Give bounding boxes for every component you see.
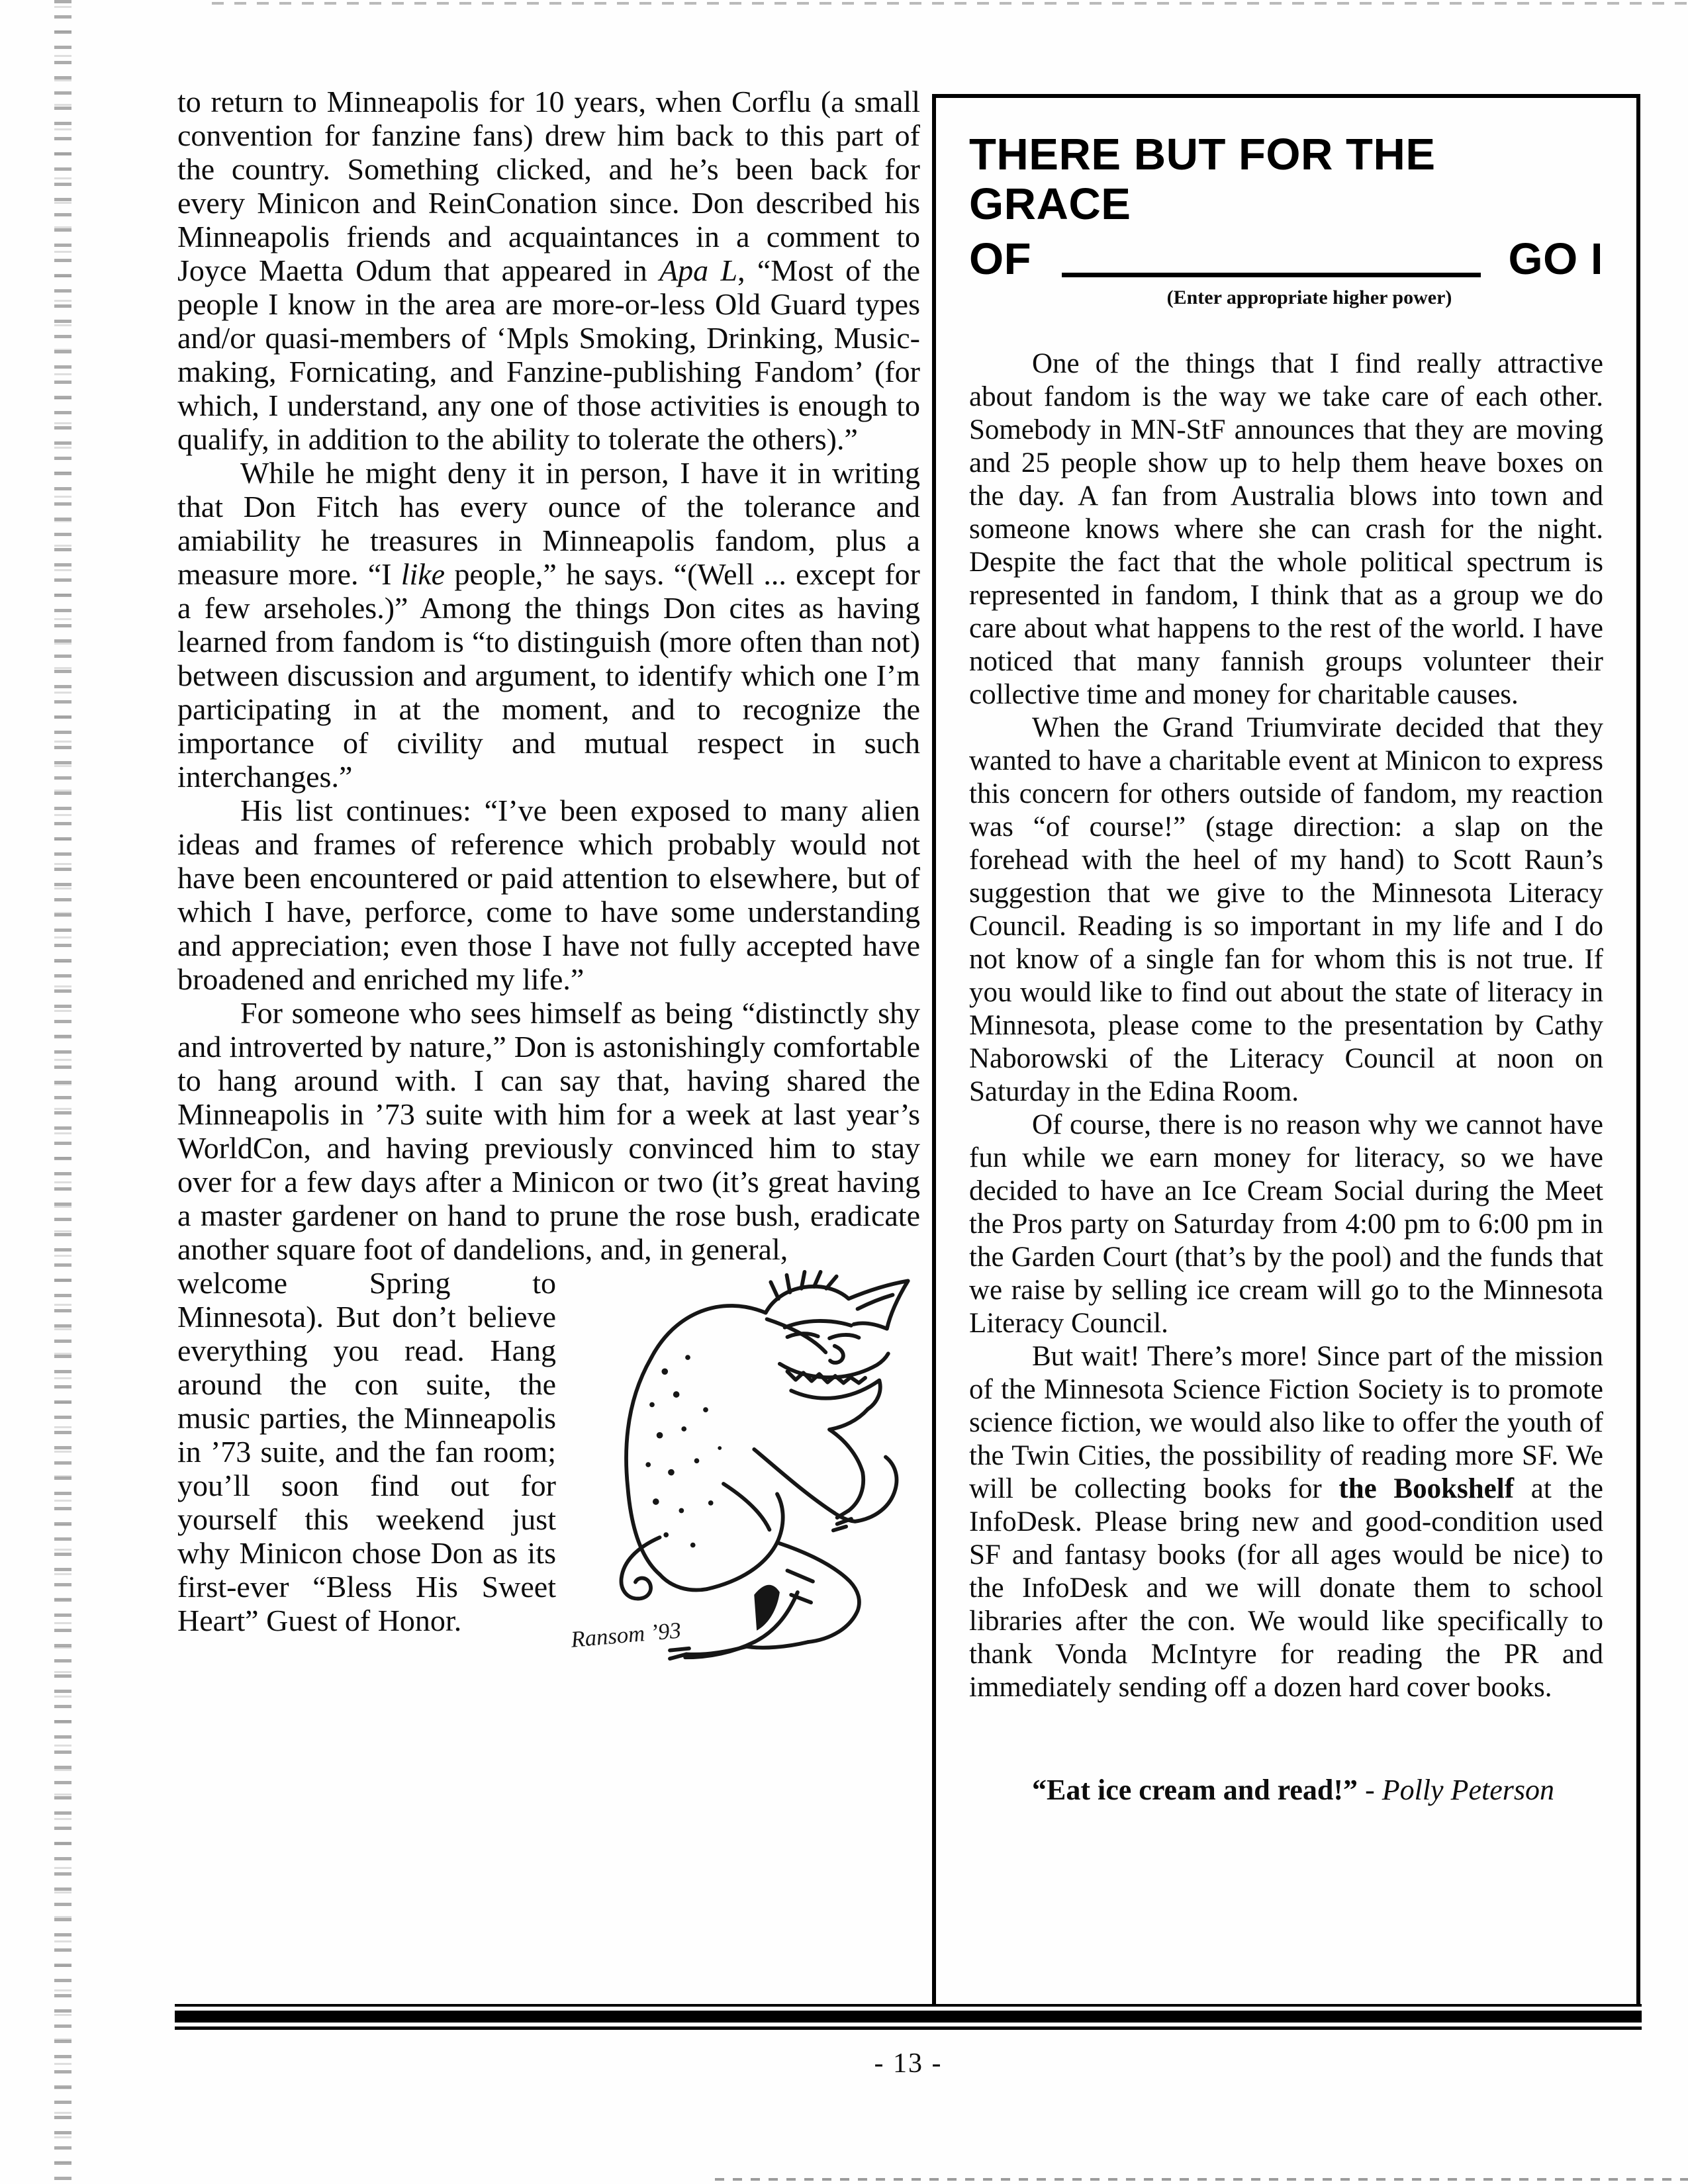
article-paragraph: But wait! There’s more! Since part of the mission of the Minnesota Science Fiction Society is to promote science fiction, we would also like to offer the youth of the Twin Cities, the possibility of reading more SF. We will be collecting books for the Bookshelf at the InfoDesk. Please bring new and good-condition used SF and fantasy books (for all ages would be nice) to the InfoDesk and we will donate them to school libraries after the con. We would like specifically to thank Vonda McIntyre for reading the PR and immediately sending off a dozen hard cover books. [969, 1341, 1603, 1704]
back-spots [645, 1355, 722, 1547]
scan-edge-bottom [715, 2178, 1688, 2181]
article-body [969, 347, 1603, 1807]
footer-rule-thick [175, 2011, 1642, 2023]
artist-signature: Ransom ’93 [569, 1617, 682, 1653]
fill-in-blank-line [1062, 234, 1480, 277]
article-title-goi: GO I [1508, 234, 1603, 285]
goblin-drawing [563, 1230, 920, 1666]
article-title [969, 130, 1603, 284]
article-title-of: OF [969, 234, 1032, 285]
article-title-line1: THERE BUT FOR THE GRACE [969, 130, 1436, 230]
body-paragraph: His list continues: “I’ve been exposed to many alien ideas and frames of reference which probably would not have been encountered or paid attention to elsewhere, but of which I have, perforce, come to have some understanding and appreciation; even those I have not fully accepted have broadened and enriched my life.” [177, 794, 920, 996]
body-paragraph-narrow: welcome Spring to Minnesota). But don’t believe everything you read. Hang around the con suite, the music parties, the Minneapolis in ’73 suite, and the fan room; you’ll soon find out for yourself this weekend just why Minicon chose Don as its first-ever “Bless His Sweet Heart” Guest of Honor. [177, 1266, 556, 1637]
grace-article-box [932, 94, 1640, 2005]
article-paragraph: Of course, there is no reason why we cannot have fun while we earn money for literacy, so we have decided to have an Ice Cream Social during the Meet the Pros party on Saturday from 4:00 pm to 6:00 pm in the Garden Court (that’s by the pool) and the funds that we raise by selling ice cream will go to the Minnesota Literacy Council. [969, 1109, 1603, 1340]
body-paragraph: While he might deny it in person, I have it in writing that Don Fitch has every ounce of the tolerance and amiability he treasures in Minneapolis fandom, plus a measure more. “I like people,” he says. “(Well ... except for a few arseholes.)” Among the things Don cites as having learned from fandom is “to distinguish (more often than not) between discussion and argument, to identify which one I’m participating in at the moment, and to recognize the importance of civility and mutual respect in such interchanges.” [177, 456, 920, 794]
scan-edge-top [212, 2, 1688, 5]
wrap-section [177, 1266, 920, 1666]
blank-caption: (Enter appropriate higher power) [1166, 287, 1452, 309]
body-paragraph: to return to Minneapolis for 10 years, when Corflu (a small convention for fanzine fans) drew him back to this part of the country. Something clicked, and he’s been back for every Minicon and ReinConation since. Don described his Minneapolis friends and acquaintances in a comment to Joyce Maetta Odum that appeared in Apa L, “Most of the people I know in the area are more-or-less Old Guard types and/or quasi-members of ‘Mpls Smoking, Drinking, Music-making, Fornicating, and Fanzine-publishing Fandom’ (for which, I understand, any one of those activities is enough to qualify, in addition to the ability to tolerate the others).” [177, 85, 921, 456]
article-paragraph: When the Grand Triumvirate decided that they wanted to have a charitable event at Minicon to express this concern for others outside of fandom, my reaction was “of course!” (stage direction: a slap on the forehead with the heel of my hand) to Scott Raun’s suggestion that we give to the Minnesota Literacy Council. Reading is so important in my life and I do not know of a single fan for whom this is not true. If you would like to find out about the state of literacy in Minnesota, please come to the presentation by Cathy Naborowski of the Literacy Council at noon on Saturday in the Edina Room. [969, 712, 1603, 1108]
binding-marks [54, 0, 71, 2184]
left-column [177, 85, 920, 1666]
footer-rule-thin-top [175, 2004, 1642, 2007]
closing-quote: “Eat ice cream and read!” - Polly Peterson [1032, 1774, 1554, 1807]
footer-rule [175, 2004, 1642, 2030]
article-paragraph: One of the things that I find really attractive about fandom is the way we take care of each other. Somebody in MN-StF announces that they are moving and 25 people show up to help them heave boxes on the day. A fan from Australia blows into town and someone knows where she can crash for the night. Despite the fact that the whole political spectrum is represented in fandom, I think that as a group we do care about what happens to the rest of the world. I have noticed that many fannish groups volunteer their collective time and money for charitable causes. [969, 348, 1603, 711]
footer-rule-thin-bottom [175, 2026, 1642, 2030]
page-number: - 13 - [874, 2048, 943, 2079]
body-paragraph: For someone who sees himself as being “distinctly shy and introverted by nature,” Don is astonishingly comfortable to hang around with. I can say that, having shared the Minneapolis in ’73 suite with him for a week at last year’s WorldCon, and having previously convinced him to stay over for a few days after a Minicon or two (it’s great having a master gardener on hand to prune the rose bush, eradicate another square foot of dandelions, and, in general, [177, 996, 920, 1266]
article-title-line2 [969, 234, 1603, 284]
goblin-illustration [556, 1230, 920, 1666]
